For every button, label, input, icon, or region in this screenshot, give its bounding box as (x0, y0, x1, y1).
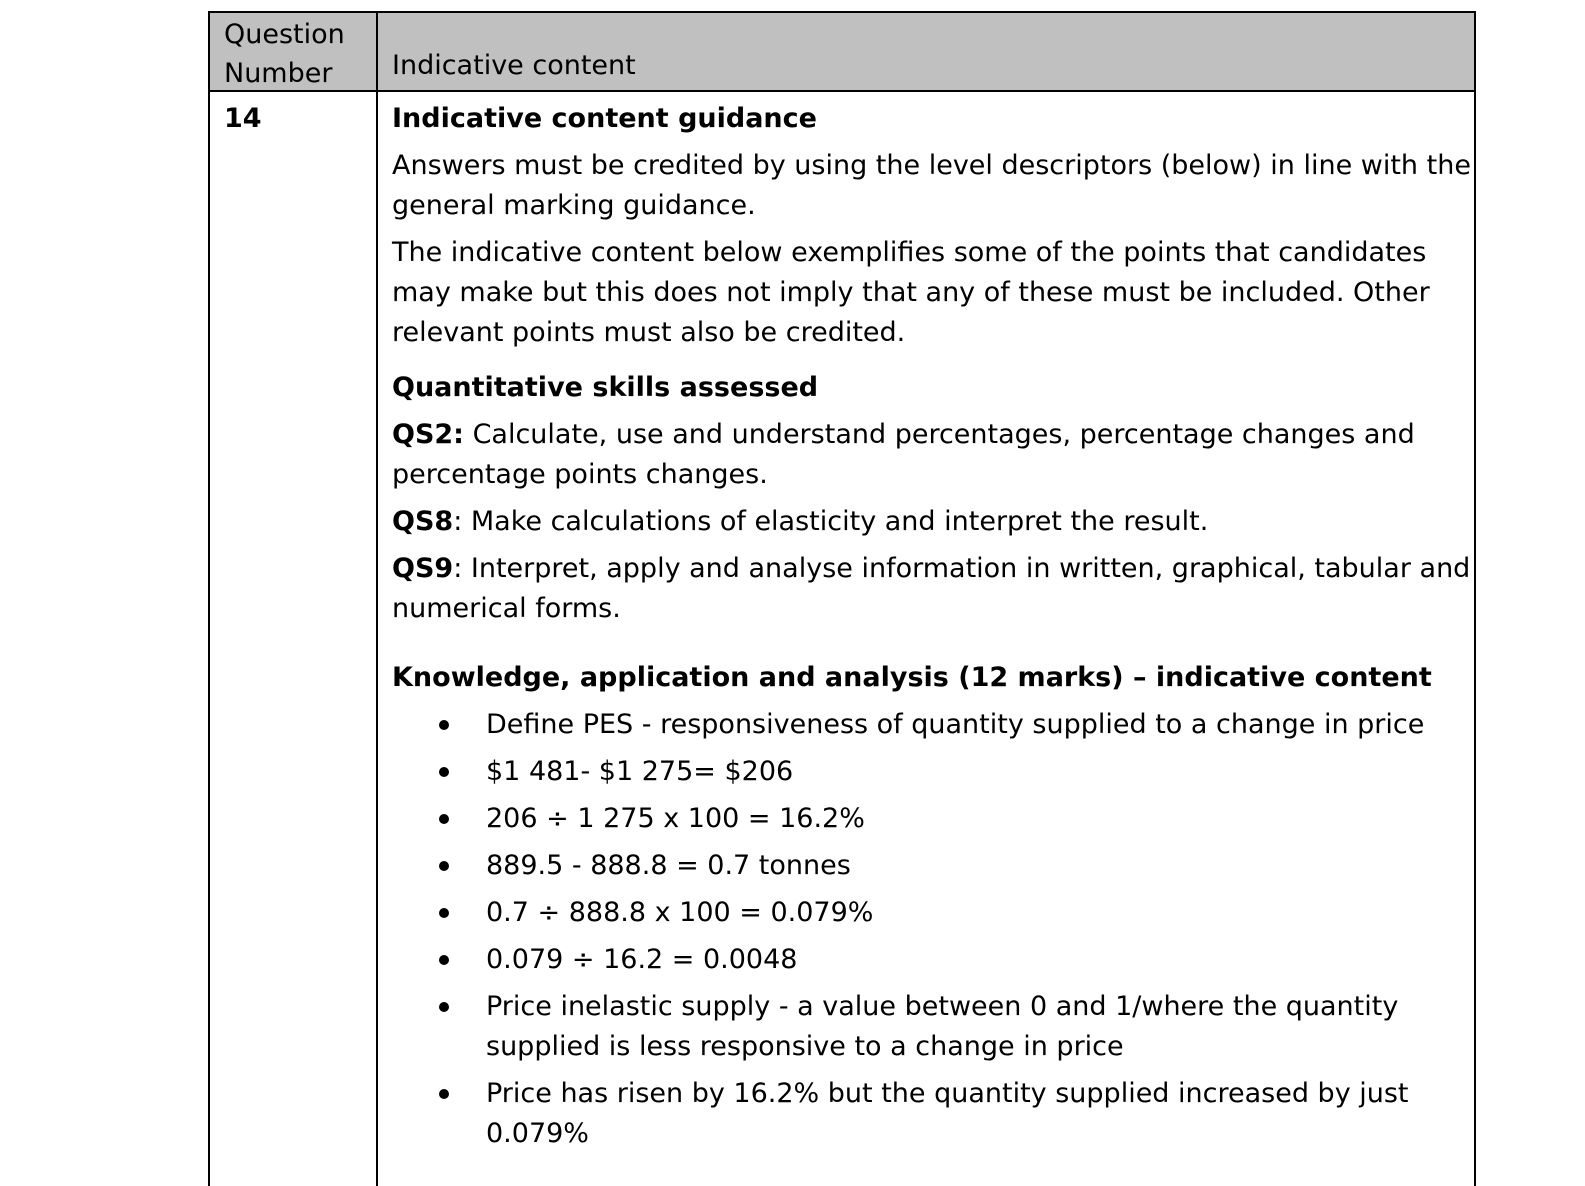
bullet-dot-icon (439, 1002, 449, 1012)
bullet-text: Price inelastic supply - a value between 0 and 1/where the quantity supplied is less responsive to a change in price (486, 991, 1399, 1062)
bullet-text: Define PES - responsiveness of quantity supplied to a change in price (486, 709, 1425, 740)
skill-qs2 (392, 415, 1472, 495)
bullet-text: 206 ÷ 1 275 x 100 = 16.2% (486, 803, 865, 834)
list-item (392, 987, 1472, 1067)
skill-qs9 (392, 549, 1472, 629)
list-item (392, 893, 1472, 933)
guidance-heading: Indicative content guidance (392, 103, 817, 134)
bullet-text: $1 481- $1 275= $206 (486, 756, 794, 787)
bullet-dot-icon (439, 1089, 449, 1099)
bullet-dot-icon (439, 767, 449, 777)
bullet-text: 889.5 - 888.8 = 0.7 tonnes (486, 850, 851, 881)
list-item (392, 940, 1472, 980)
bullet-text: 0.7 ÷ 888.8 x 100 = 0.079% (486, 897, 874, 928)
bullet-dot-icon (439, 861, 449, 871)
table-header-row (210, 13, 1474, 92)
indicative-content-cell (392, 99, 1472, 1161)
skills-heading: Quantitative skills assessed (392, 372, 819, 403)
list-item (392, 705, 1472, 745)
skill-text: Calculate, use and understand percentages, percentage changes and percentage points changes. (392, 419, 1415, 490)
guidance-paragraph-1: Answers must be credited by using the level descriptors (below) in line with the general marking guidance. (392, 150, 1471, 221)
header-indicative-content: Indicative content (392, 50, 636, 81)
guidance-paragraph-2: The indicative content below exemplifies some of the points that candidates may make but this does not imply that any of these must be included. Other relevant points must also be credited. (392, 237, 1430, 348)
header-question-number: Question Number (224, 19, 345, 89)
list-item (392, 752, 1472, 792)
skill-text: : Interpret, apply and analyse information in written, graphical, tabular and numerical forms. (392, 553, 1471, 624)
skill-text: : Make calculations of elasticity and interpret the result. (453, 506, 1209, 537)
bullet-dot-icon (439, 908, 449, 918)
list-item (392, 846, 1472, 886)
skill-qs8 (392, 502, 1472, 542)
bullet-text: 0.079 ÷ 16.2 = 0.0048 (486, 944, 798, 975)
bullet-text: Price has risen by 16.2% but the quantity supplied increased by just 0.079% (486, 1078, 1409, 1149)
column-divider (376, 13, 378, 1186)
kaa-heading: Knowledge, application and analysis (12 marks) – indicative content (392, 662, 1432, 693)
indicative-bullet-list (392, 705, 1472, 1154)
bullet-dot-icon (439, 955, 449, 965)
header-column-divider (376, 13, 378, 90)
list-item (392, 1074, 1472, 1154)
bullet-dot-icon (439, 720, 449, 730)
question-number-cell: 14 (224, 103, 262, 134)
skill-code: QS8 (392, 506, 454, 537)
mark-scheme-table (208, 11, 1476, 1186)
skill-code: QS9 (392, 553, 454, 584)
skill-code: QS2: (392, 419, 464, 450)
bullet-dot-icon (439, 814, 449, 824)
list-item (392, 799, 1472, 839)
